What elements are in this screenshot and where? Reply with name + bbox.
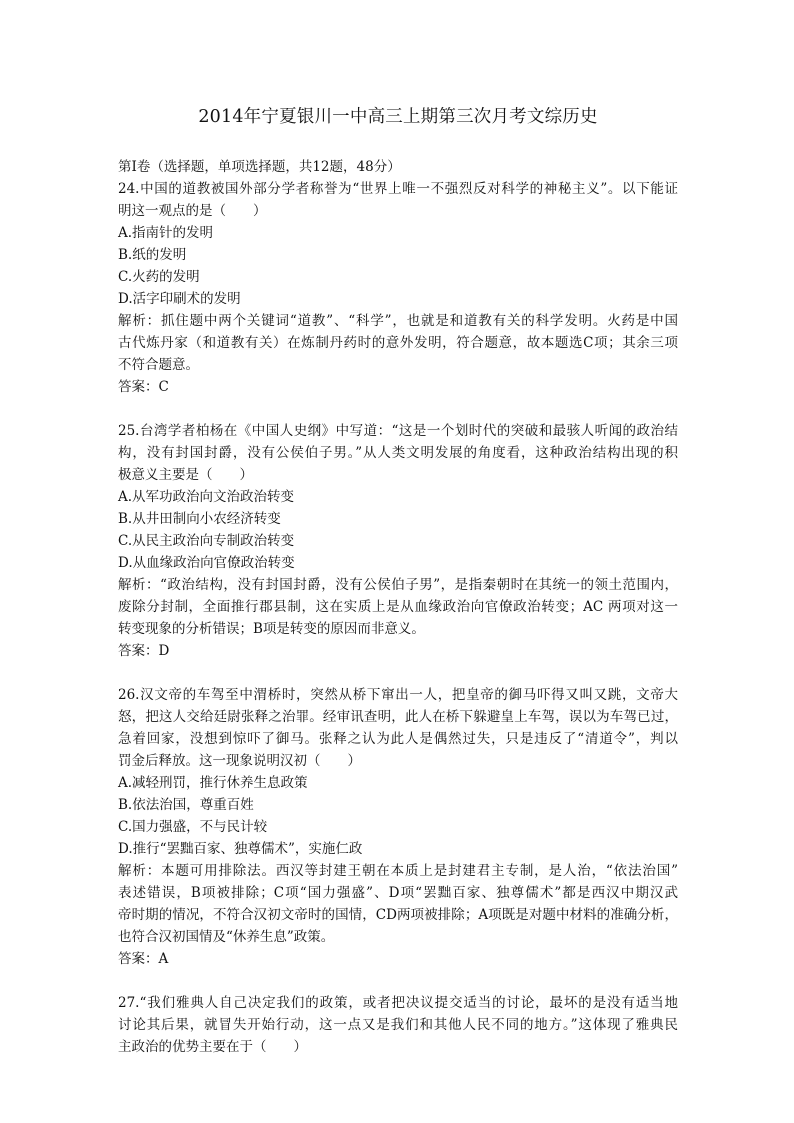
option-c: C.火药的发明 [118,269,200,285]
question-stem-line: 25.台湾学者柏杨在《中国人史纲》中写道：“这是一个划时代的突破和最骇人听闻的政治结 [118,423,678,439]
option-d: D.从血缘政治向官僚政治转变 [118,555,295,571]
analysis-line: 解析：本题可用排除法。西汉等封建王朝在本质上是封建君主专制，是人治，“依法治国” [118,863,678,879]
option-d: D.推行“罢黜百家、独尊儒术”，实施仁政 [118,841,363,857]
option-a: A.指南针的发明 [118,225,214,241]
question-stem-line: 讨论其后果，就冒失开始行动，这一点又是我们和其他人民不同的地方。”这体现了雅典民 [118,1017,678,1033]
answer: 答案：A [118,951,169,967]
analysis-line: 也符合汉初国情及“休养生息”政策。 [118,929,335,945]
option-b: B.从井田制向小农经济转变 [118,511,281,527]
question-stem-line: 27.“我们雅典人自己决定我们的政策，或者把决议提交适当的讨论，最坏的是没有适当地 [118,995,678,1011]
question-stem-line: 明这一观点的是（ ） [118,203,267,219]
question-stem-line: 构，没有封国封爵，没有公侯伯子男。”从人类文明发展的角度看，这种政治结构出现的积 [118,445,678,461]
analysis-line: 转变现象的分析错误；B项是转变的原因而非意义。 [118,621,425,637]
analysis-line: 帝时期的情况，不符合汉初文帝时的国情，CD两项被排除；A项既是对题中材料的准确分析， [118,907,678,923]
option-b: B.纸的发明 [118,247,187,263]
question-stem-line: 罚金后释放。这一现象说明汉初（ ） [118,753,361,769]
document-title: 2014年宁夏银川一中高三上期第三次月考文综历史 [198,107,598,127]
analysis-line: 不符合题意。 [118,357,199,373]
question-24 [118,178,678,398]
answer: 答案：C [118,379,169,395]
section-header: 第Ⅰ卷（选择题，单项选择题，共12题，48分） [118,159,401,175]
question-26 [118,684,678,970]
option-b: B.依法治国，尊重百姓 [118,797,254,813]
question-stem-line: 急着回家，没想到惊吓了御马。张释之认为此人是偶然过失，只是违反了“清道令”，判以 [118,731,678,747]
analysis-line: 废除分封制，全面推行郡县制，这在实质上是从血缘政治向官僚政治转变；AC 两项对这一 [118,599,678,615]
spacer [118,662,678,684]
analysis-line: 解析：抓住题中两个关键词“道教”、“科学”，也就是和道教有关的科学发明。火药是中国 [118,313,678,329]
option-c: C.从民主政治向专制政治转变 [118,533,295,549]
question-stem-line: 极意义主要是（ ） [118,467,253,483]
spacer [118,398,678,420]
question-27 [118,992,678,1058]
option-c: C.国力强盛，不与民计较 [118,819,268,835]
document-body [118,156,678,1058]
option-d: D.活字印刷术的发明 [118,291,241,307]
question-stem-line: 怒，把这人交给廷尉张释之治罪。经审讯查明，此人在桥下躲避皇上车驾，误以为车驾已过， [118,709,678,725]
answer: 答案：D [118,643,170,659]
question-stem-line: 26.汉文帝的车驾至中渭桥时，突然从桥下窜出一人，把皇帝的御马吓得又叫又跳，文帝大 [118,687,678,703]
question-stem-line: 主政治的优势主要在于（ ） [118,1039,307,1055]
question-25 [118,420,678,662]
question-stem-line: 24.中国的道教被国外部分学者称誉为“世界上唯一不强烈反对科学的神秘主义”。以下能证 [118,181,678,197]
analysis-line: 古代炼丹家（和道教有关）在炼制丹药时的意外发明，符合题意，故本题选C项；其余三项 [118,335,678,351]
option-a: A.减轻刑罚，推行休养生息政策 [118,775,308,791]
analysis-line: 表述错误，B项被排除；C项“国力强盛”、D项“罢黜百家、独尊儒术”都是西汉中期汉武 [118,885,678,901]
analysis-line: 解析：“政治结构，没有封国封爵，没有公侯伯子男”，是指秦朝时在其统一的领土范围内， [118,577,678,593]
spacer [118,970,678,992]
option-a: A.从军功政治向文治政治转变 [118,489,295,505]
